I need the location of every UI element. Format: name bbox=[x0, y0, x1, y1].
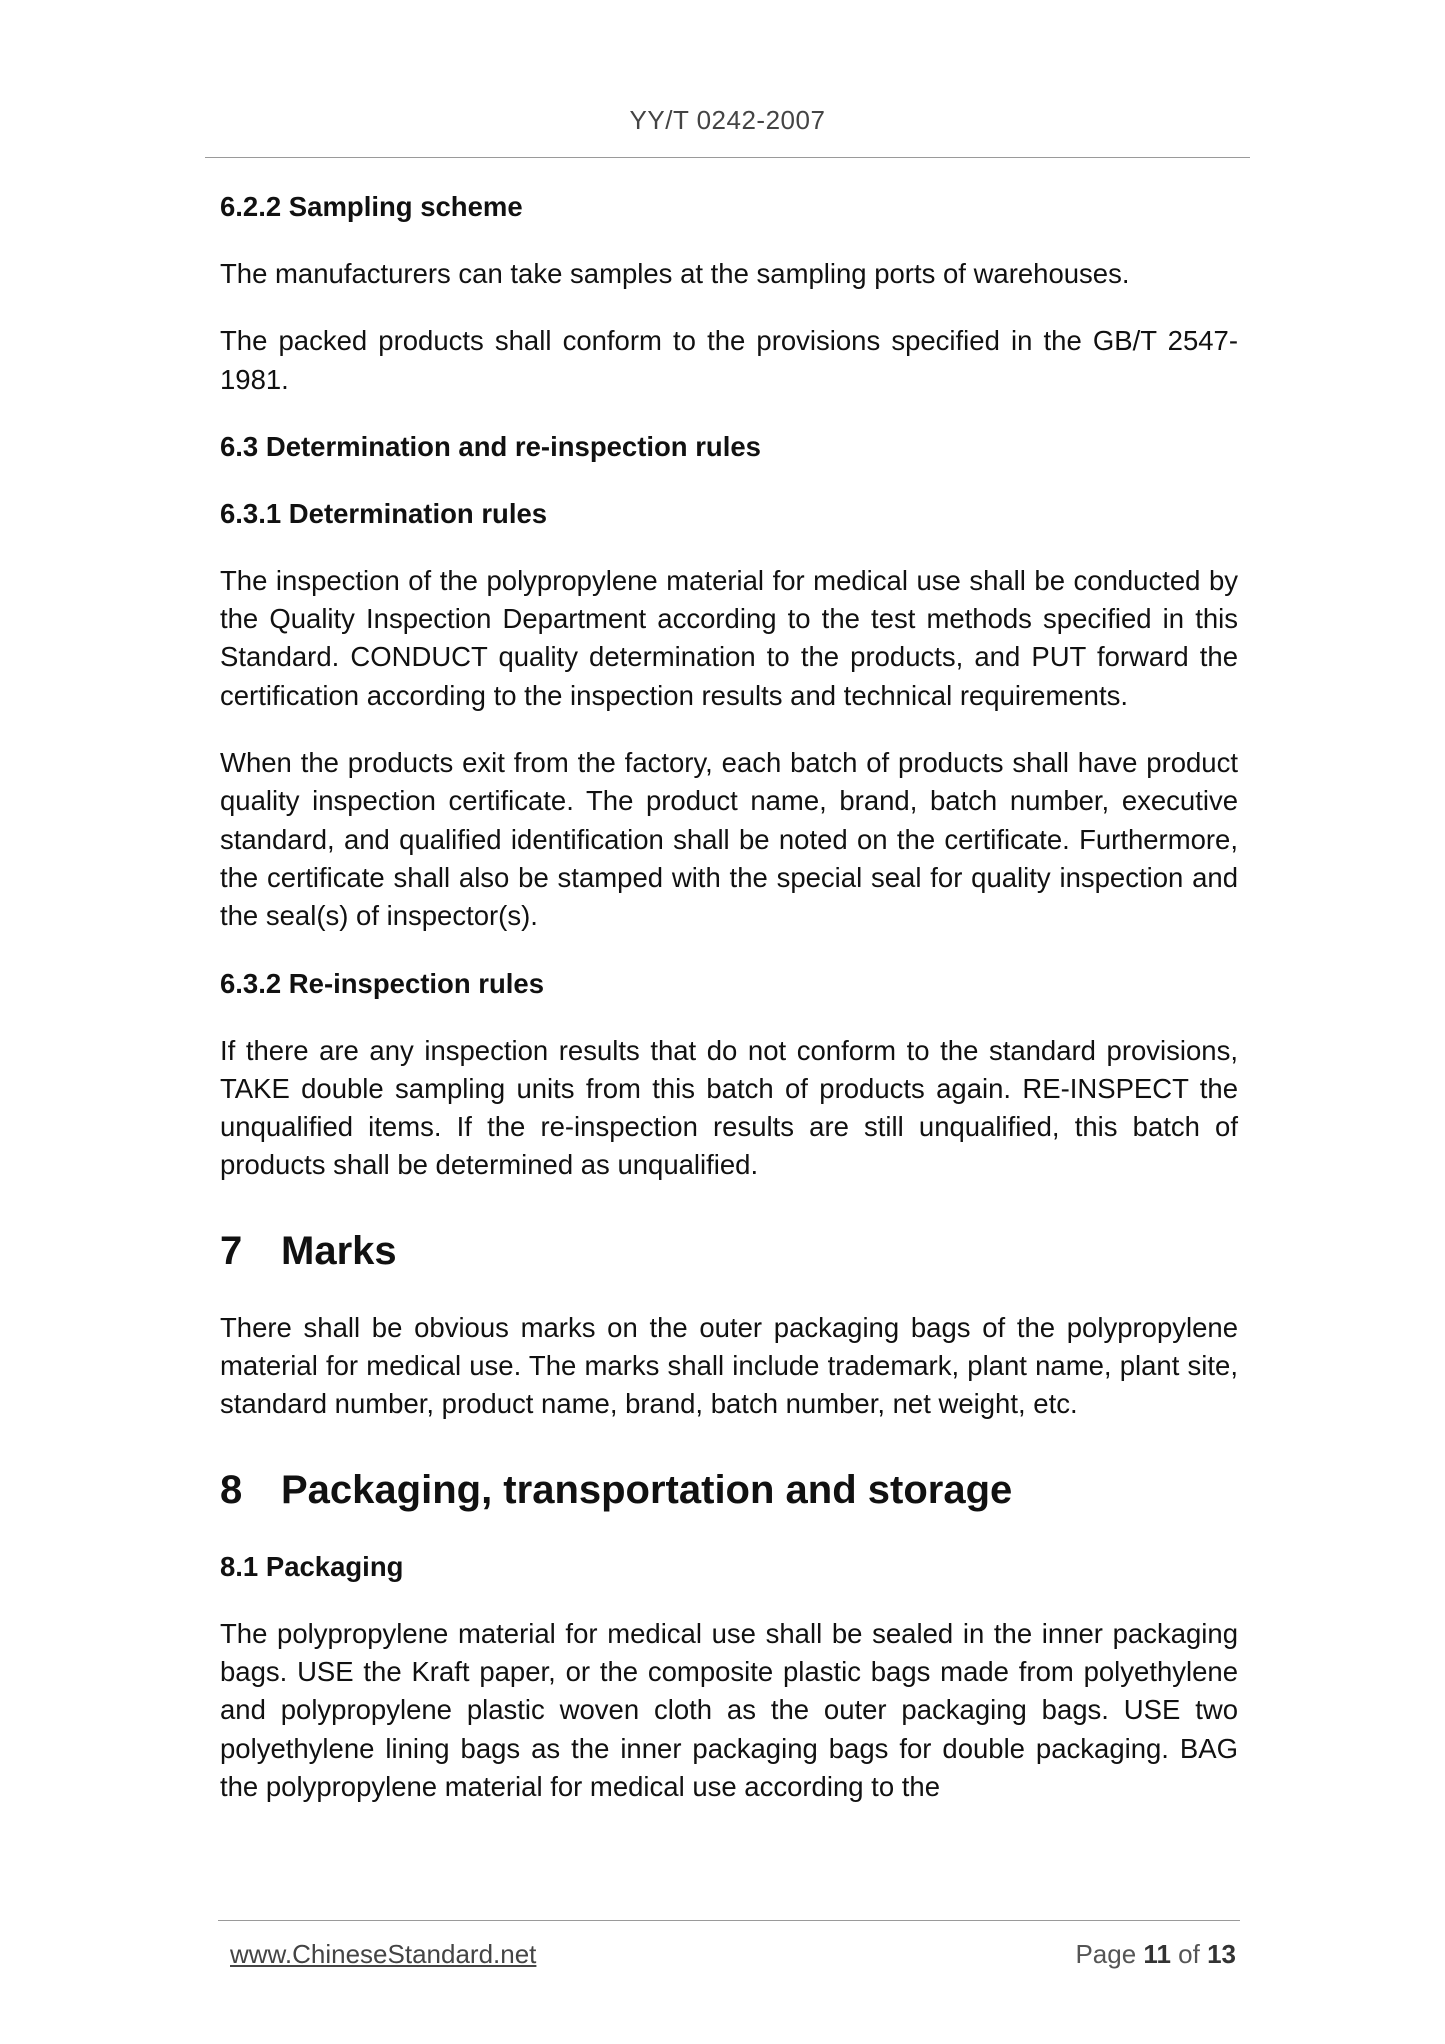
total-pages: 13 bbox=[1207, 1939, 1236, 1969]
of-label: of bbox=[1178, 1939, 1200, 1969]
paragraph: The packed products shall conform to the provisions specified in the GB/T 2547-1981. bbox=[220, 325, 1238, 395]
paragraph: The polypropylene material for medical use shall be sealed in the inner packaging bags. USE the Kraft paper, or the composite plastic bags made from polyethylene and polypropylene plastic woven cloth as the outer packaging bags. USE two polyethylene lining bags as the inner packaging bags for double packaging. BAG the polypropylene material for medical use according to the bbox=[220, 1617, 1238, 1802]
heading-6-2-2: 6.2.2 Sampling scheme bbox=[220, 191, 523, 222]
document-body bbox=[220, 188, 1238, 1806]
document-id-header: YY/T 0242-2007 bbox=[629, 105, 826, 135]
heading-6-3-2: 6.3.2 Re-inspection rules bbox=[220, 967, 544, 999]
page-label: Page bbox=[1075, 1939, 1137, 1969]
section-title: Packaging, transportation and storage bbox=[281, 1467, 1013, 1512]
paragraph: The manufacturers can take samples at the sampling ports of warehouses. bbox=[220, 258, 1130, 289]
page-number bbox=[1075, 1939, 1236, 1970]
heading-8-packaging bbox=[220, 1465, 1238, 1515]
paragraph: The inspection of the polypropylene material for medical use shall be conducted by the Quality Inspection Department according to the test methods specified in this Standard. CONDUCT quality determination to the products, and PUT forward the certification according to the inspection results and technical requirements. bbox=[220, 564, 1238, 711]
section-number: 8 bbox=[220, 1467, 243, 1512]
heading-8-1: 8.1 Packaging bbox=[220, 1550, 404, 1582]
website-link[interactable]: www.ChineseStandard.net bbox=[230, 1939, 537, 1969]
paragraph: If there are any inspection results that do not conform to the standard provisions, TAKE double sampling units from this batch of products again. RE-INSPECT the unqualified items. If the re-inspection results are still unqualified, this batch of products shall be determined as unqualified. bbox=[220, 1034, 1238, 1181]
paragraph: There shall be obvious marks on the outer packaging bags of the polypropylene material for medical use. The marks shall include trademark, plant name, plant site, standard number, product name, brand, batch number, net weight, etc. bbox=[220, 1311, 1238, 1420]
paragraph: When the products exit from the factory, each batch of products shall have product quality inspection certificate. The product name, brand, batch number, executive standard, and qualified identification shall be noted on the certificate. Furthermore, the certificate shall also be stamped with the special seal for quality inspection and the seal(s) of inspector(s). bbox=[220, 747, 1238, 932]
footer-divider bbox=[218, 1920, 1240, 1921]
section-number: 7 bbox=[220, 1228, 243, 1273]
heading-7-marks bbox=[220, 1226, 1238, 1276]
section-title: Marks bbox=[281, 1228, 397, 1273]
heading-6-3-1: 6.3.1 Determination rules bbox=[220, 497, 548, 529]
header-divider bbox=[205, 157, 1250, 158]
current-page: 11 bbox=[1143, 1939, 1171, 1969]
heading-6-3: 6.3 Determination and re-inspection rules bbox=[220, 430, 761, 462]
